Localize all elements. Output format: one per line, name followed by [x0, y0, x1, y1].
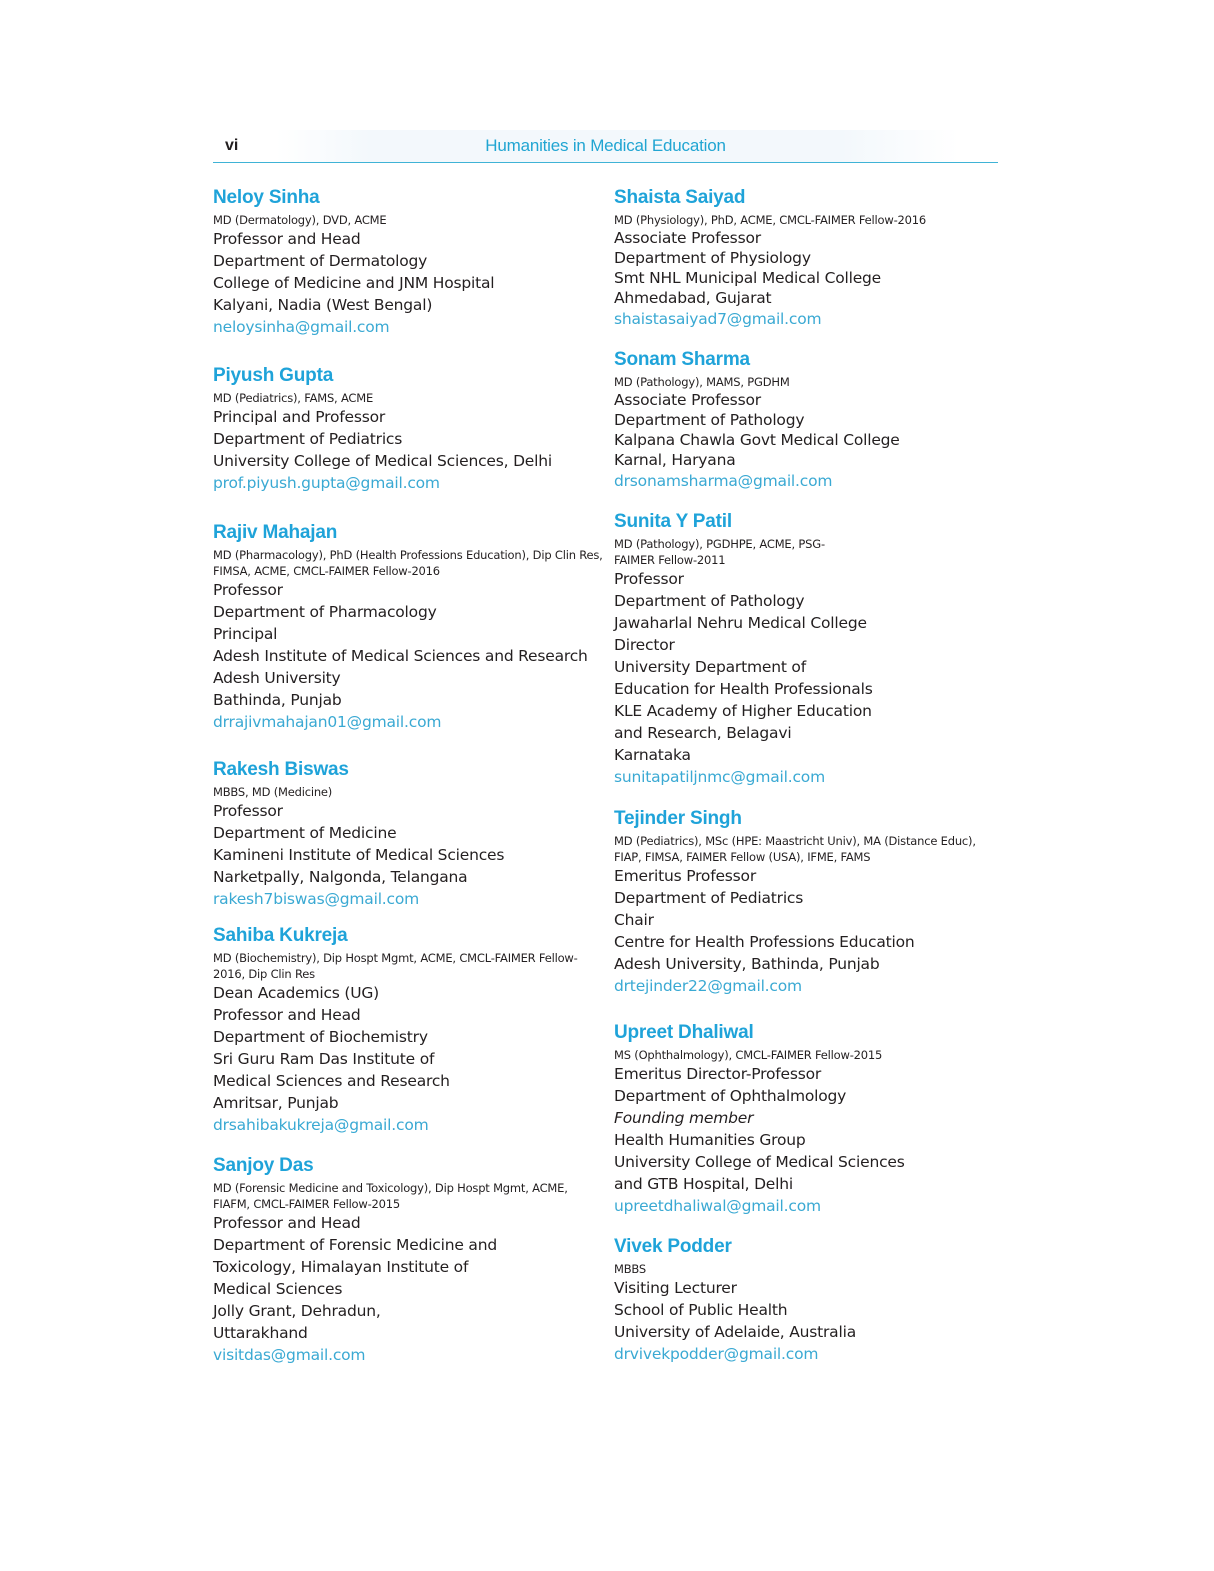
contributor-name: Upreet Dhaliwal — [614, 1022, 754, 1043]
affiliation-line: Principal and Professor — [213, 408, 386, 426]
affiliation-line: Department of Forensic Medicine and — [213, 1236, 497, 1254]
affiliation-line: Adesh University, Bathinda, Punjab — [614, 955, 880, 973]
email-link[interactable]: visitdas@gmail.com — [213, 1346, 366, 1364]
affiliation-line: Department of Physiology — [614, 249, 811, 267]
running-title: Humanities in Medical Education — [485, 136, 726, 155]
affiliation-line: Toxicology, Himalayan Institute of — [213, 1258, 469, 1276]
affiliation-line: Professor and Head — [213, 1214, 361, 1232]
contributor-qualifications: MD (Pathology), PGDHPE, ACME, PSG-FAIMER Fellow-2011 — [614, 537, 825, 567]
email-link[interactable]: prof.piyush.gupta@gmail.com — [213, 474, 440, 492]
email-link[interactable]: drvivekpodder@gmail.com — [614, 1345, 819, 1363]
contributor-entry — [614, 1022, 1004, 1217]
affiliation-line: Chair — [614, 911, 654, 929]
affiliation-line: Department of Pharmacology — [213, 603, 437, 621]
affiliation-line: Kamineni Institute of Medical Sciences — [213, 846, 505, 864]
affiliation-line: Department of Ophthalmology — [614, 1087, 847, 1105]
email-link[interactable]: drsahibakukreja@gmail.com — [213, 1116, 429, 1134]
email-link[interactable]: drsonamsharma@gmail.com — [614, 472, 833, 490]
contributor-name: Neloy Sinha — [213, 187, 320, 208]
affiliation-line: Emeritus Director-Professor — [614, 1065, 822, 1083]
contributor-entry — [213, 365, 603, 494]
contributor-entry — [614, 349, 1004, 492]
contributor-entry — [614, 187, 1004, 330]
contributor-name: Tejinder Singh — [614, 808, 742, 829]
running-header — [213, 130, 998, 163]
contributor-name: Piyush Gupta — [213, 365, 334, 386]
affiliation-line: Amritsar, Punjab — [213, 1094, 339, 1112]
email-link[interactable]: shaistasaiyad7@gmail.com — [614, 310, 822, 328]
email-link[interactable]: drtejinder22@gmail.com — [614, 977, 802, 995]
affiliation-line: Professor and Head — [213, 1006, 361, 1024]
contributor-entry — [614, 1236, 1004, 1365]
affiliation-line: University of Adelaide, Australia — [614, 1323, 856, 1341]
affiliation-line: Dean Academics (UG) — [213, 984, 380, 1002]
affiliation-line: Bathinda, Punjab — [213, 691, 342, 709]
contributor-qualifications: MD (Pathology), MAMS, PGDHM — [614, 375, 790, 389]
affiliation-line: Sri Guru Ram Das Institute of — [213, 1050, 435, 1068]
contributor-name: Vivek Podder — [614, 1236, 732, 1257]
affiliation-line: Karnataka — [614, 746, 691, 764]
affiliation-line: Centre for Health Professions Education — [614, 933, 915, 951]
email-link[interactable]: rakesh7biswas@gmail.com — [213, 890, 420, 908]
affiliation-line: Jolly Grant, Dehradun, — [213, 1302, 381, 1320]
email-link[interactable]: sunitapatiljnmc@gmail.com — [614, 768, 825, 786]
affiliation-line: University College of Medical Sciences, Delhi — [213, 452, 552, 470]
affiliation-line: Department of Pediatrics — [614, 889, 804, 907]
affiliation-line: Health Humanities Group — [614, 1131, 806, 1149]
contributor-qualifications: MBBS — [614, 1262, 646, 1276]
contributor-qualifications: MD (Forensic Medicine and Toxicology), Dip Hospt Mgmt, ACME, FIAFM, CMCL-FAIMER Fellow-2015 — [213, 1181, 568, 1211]
affiliation-line: Principal — [213, 625, 278, 643]
affiliation-line: College of Medicine and JNM Hospital — [213, 274, 495, 292]
contributor-qualifications: MS (Ophthalmology), CMCL-FAIMER Fellow-2015 — [614, 1048, 883, 1062]
contributor-name: Rajiv Mahajan — [213, 522, 338, 543]
affiliation-line: Narketpally, Nalgonda, Telangana — [213, 868, 468, 886]
affiliation-line: Professor — [213, 581, 283, 599]
affiliation-line: Adesh University — [213, 669, 341, 687]
affiliation-line: School of Public Health — [614, 1301, 788, 1319]
affiliation-line: Kalpana Chawla Govt Medical College — [614, 431, 900, 449]
affiliation-line: Medical Sciences and Research — [213, 1072, 450, 1090]
contributor-entry — [614, 511, 873, 788]
affiliation-line: KLE Academy of Higher Education — [614, 702, 872, 720]
contributor-qualifications: MD (Dermatology), DVD, ACME — [213, 213, 387, 227]
contributor-entry — [213, 522, 608, 733]
contributor-entry — [614, 808, 984, 997]
affiliation-line: Professor — [614, 570, 684, 588]
affiliation-line: Department of Medicine — [213, 824, 397, 842]
affiliation-line: Ahmedabad, Gujarat — [614, 289, 772, 307]
affiliation-line: Uttarakhand — [213, 1324, 308, 1342]
affiliation-line: Department of Pathology — [614, 592, 805, 610]
page-number: vi — [225, 137, 239, 154]
contributor-name: Rakesh Biswas — [213, 759, 349, 780]
affiliation-line: Kalyani, Nadia (West Bengal) — [213, 296, 433, 314]
contributor-qualifications: MD (Pediatrics), MSc (HPE: Maastricht Univ), MA (Distance Educ), FIAP, FIMSA, FAIMER Fellow (USA), IFME, FAMS — [614, 834, 976, 864]
affiliation-line: Department of Pediatrics — [213, 430, 403, 448]
affiliation-line: Professor and Head — [213, 230, 361, 248]
affiliation-line: and GTB Hospital, Delhi — [614, 1175, 793, 1193]
affiliation-line: University College of Medical Sciences — [614, 1153, 905, 1171]
contributor-name: Sunita Y Patil — [614, 511, 732, 532]
affiliation-line: Department of Biochemistry — [213, 1028, 428, 1046]
contributor-entry — [213, 759, 603, 910]
affiliation-line: Department of Pathology — [614, 411, 805, 429]
affiliation-line: and Research, Belagavi — [614, 724, 792, 742]
affiliation-line: Visiting Lecturer — [614, 1279, 737, 1297]
contributor-name: Sonam Sharma — [614, 349, 750, 370]
affiliation-line: Smt NHL Municipal Medical College — [614, 269, 882, 287]
affiliation-line: Department of Dermatology — [213, 252, 428, 270]
affiliation-line: University Department of — [614, 658, 806, 676]
affiliation-line: Associate Professor — [614, 391, 761, 409]
contributor-entry — [213, 187, 603, 338]
affiliation-line: Medical Sciences — [213, 1280, 343, 1298]
contributor-qualifications: MD (Pharmacology), PhD (Health Professions Education), Dip Clin Res, FIMSA, ACME, CMCL-FAIMER Fellow-2016 — [213, 548, 603, 578]
email-link[interactable]: neloysinha@gmail.com — [213, 318, 390, 336]
contributor-name: Sanjoy Das — [213, 1155, 314, 1176]
email-link[interactable]: drrajivmahajan01@gmail.com — [213, 713, 442, 731]
contributor-entry — [213, 925, 593, 1136]
contributor-name: Shaista Saiyad — [614, 187, 746, 208]
contributor-entry — [213, 1155, 583, 1366]
affiliation-line: Karnal, Haryana — [614, 451, 736, 469]
affiliation-line: Adesh Institute of Medical Sciences and Research — [213, 647, 588, 665]
affiliation-line: Jawaharlal Nehru Medical College — [614, 614, 867, 632]
contributor-qualifications: MD (Pediatrics), FAMS, ACME — [213, 391, 374, 405]
affiliation-line-italic: Founding member — [614, 1109, 754, 1127]
affiliation-line: Professor — [213, 802, 283, 820]
affiliation-line: Director — [614, 636, 675, 654]
contributor-qualifications: MD (Biochemistry), Dip Hospt Mgmt, ACME, CMCL-FAIMER Fellow-2016, Dip Clin Res — [213, 951, 578, 981]
contributor-qualifications: MBBS, MD (Medicine) — [213, 785, 333, 799]
affiliation-line: Education for Health Professionals — [614, 680, 873, 698]
affiliation-line: Emeritus Professor — [614, 867, 757, 885]
contributor-qualifications: MD (Physiology), PhD, ACME, CMCL-FAIMER Fellow-2016 — [614, 213, 926, 227]
contributor-name: Sahiba Kukreja — [213, 925, 348, 946]
affiliation-line: Associate Professor — [614, 229, 761, 247]
email-link[interactable]: upreetdhaliwal@gmail.com — [614, 1197, 821, 1215]
